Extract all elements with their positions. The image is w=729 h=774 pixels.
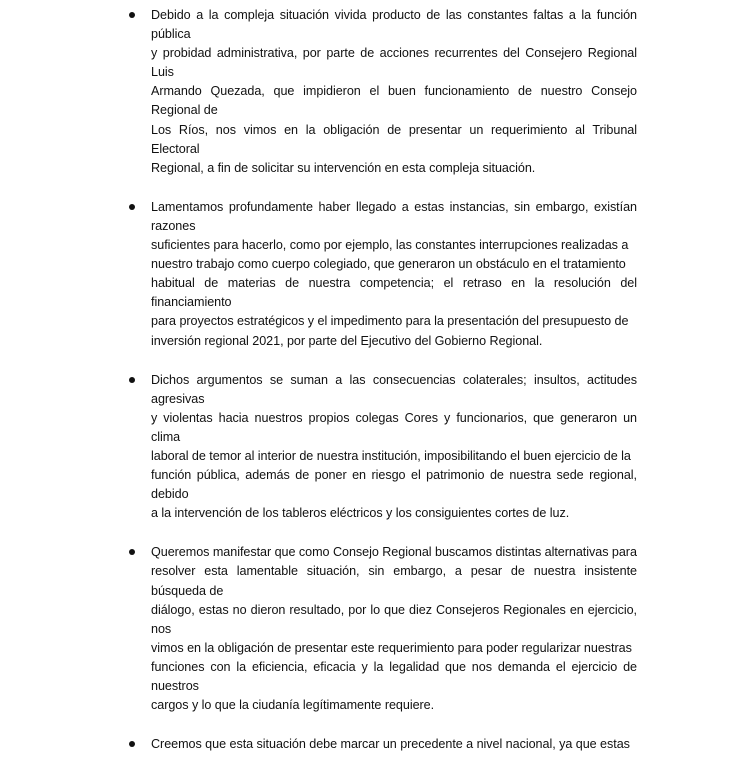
list-item: [0, 198, 729, 351]
paragraph-text: Lamentamos profundamente haber llegado a estas instancias, sin embargo, existían razones suficientes para hacerlo, como por ejemplo, las constantes interrupciones realizadas a nuestro trabajo como cuerpo colegiado, que generaron un obstáculo en el tratamiento habitual de materias de nuestra competencia; el retraso en la resolución del financiamiento para proyectos estratégicos y el impedimento para la presentación del presupuesto de inversión regional 2021, por parte del Ejecutivo del Gobierno Regional.: [151, 199, 637, 348]
paragraph-text: Creemos que esta situación debe marcar un precedente a nivel nacional, ya que estas: [151, 737, 630, 752]
bullet-point: [129, 377, 135, 383]
bullet-list: [0, 6, 729, 774]
bullet-point: [129, 12, 135, 18]
list-item: [0, 6, 729, 178]
bullet-point: [129, 741, 135, 747]
paragraph-text: Dichos argumentos se suman a las consecuencias colaterales; insultos, actitudes agresivas y violentas hacia nuestros propios colegas Cores y funcionarios, que generaron un clima laboral de temor al interior de nuestra institución, imposibilitando el buen ejercicio de la función pública, además de poner en riesgo el patrimonio de nuestra sede regional, debido a la intervención de los tableros eléctricos y los consiguientes cortes de luz.: [151, 372, 637, 521]
paragraph-text: Queremos manifestar que como Consejo Regional buscamos distintas alternativas para resolver esta lamentable situación, sin embargo, a pesar de nuestra insistente búsqueda de diálogo, estas no dieron resultado, por lo que diez Consejeros Regionales en ejercicio, nos vimos en la obligación de presentar este requerimiento para poder regularizar nuestras funciones con la eficiencia, eficacia y la legalidad que nos demanda el ejercicio de nuestros cargos y lo que la ciudanía legítimamente requiere.: [151, 545, 637, 713]
list-item: [0, 371, 729, 524]
bullet-point: [129, 204, 135, 210]
list-item: [0, 735, 729, 754]
list-item: [0, 543, 729, 715]
paragraph-text: Debido a la compleja situación vivida producto de las constantes faltas a la función pública y probidad administrativa, por parte de acciones recurrentes del Consejero Regional Luis Armando Quezada, que impidieron el buen funcionamiento de nuestro Consejo Regional de Los Ríos, nos vimos en la obligación de presentar un requerimiento al Tribunal Electoral Regional, a fin de solicitar su intervención en esta compleja situación.: [151, 8, 637, 175]
bullet-point: [129, 549, 135, 555]
